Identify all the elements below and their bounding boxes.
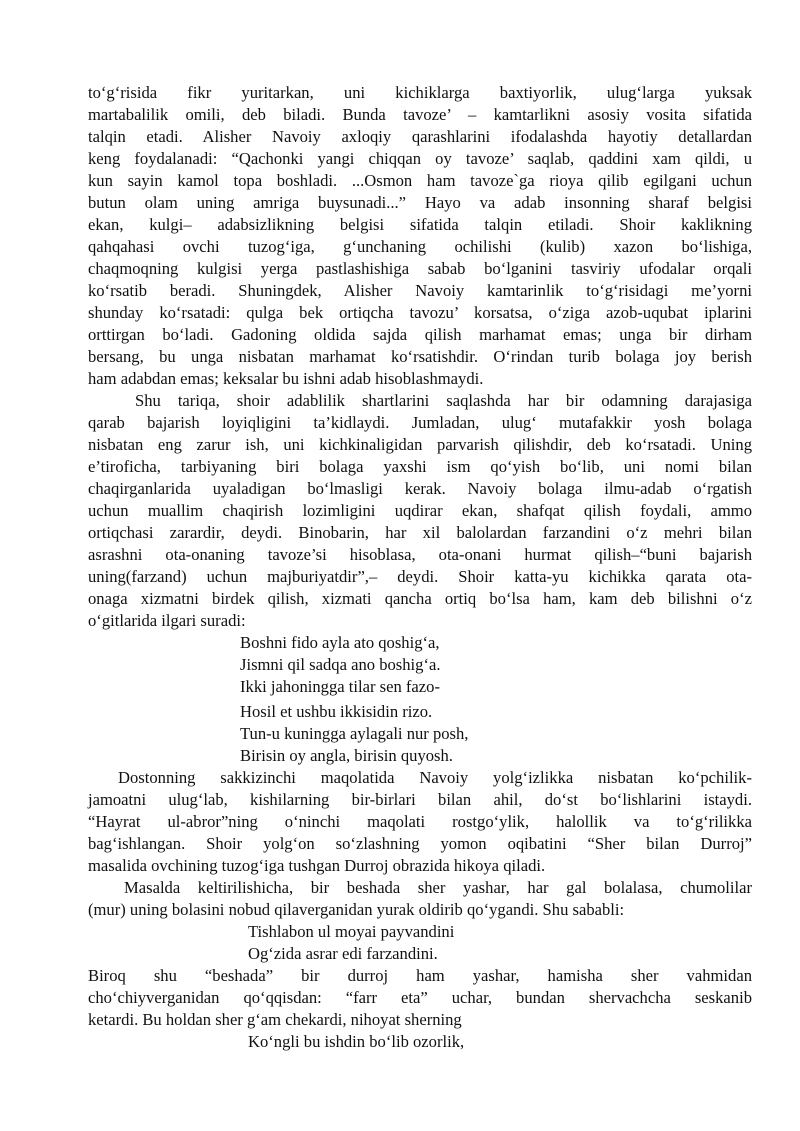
text-line: chaqirganlarida uyaladigan bo‘lmasligi kerak. Navoiy bolaga ilmu-adab o‘rgatish [88,479,752,498]
text-line: kun sayin kamol topa boshladi. ...Osmon ham tavoze`ga rioya qilib egilgani uchun [88,171,752,190]
text-line: ketardi. Bu holdan sher g‘am chekardi, nihoyat sherning [88,1010,462,1029]
verse-line: Jismni qil sadqa ano boshig‘a. [240,655,441,674]
verse-line: Ikki jahoningga tilar sen fazo- [240,677,440,696]
text-line: ham adabdan emas; keksalar bu ishni adab hisoblashmaydi. [88,369,484,388]
text-line: cho‘chiyverganidan qo‘qqisdan: “farr eta” uchar, bundan shervachcha seskanib [88,988,752,1007]
text-line: qarab bajarish loyiqligini ta’kidlaydi. Jumladan, ulug‘ mutafakkir yosh bolaga [88,413,752,432]
text-line: to‘g‘risida fikr yuritarkan, uni kichiklarga baxtiyorlik, ulug‘larga yuksak [88,83,752,102]
text-line: shunday ko‘rsatadi: qulga bek ortiqcha tavozu’ korsatsa, o‘ziga azob-uqubat iplarini [88,303,752,322]
verse-line: Tun-u kuningga aylagali nur posh, [240,724,469,743]
verse-line: Boshni fido ayla ato qoshig‘a, [240,633,440,652]
text-line: uning(farzand) uchun majburiyatdir”,– deydi. Shoir katta-yu kichikka qarata ota- [88,567,752,586]
verse-line: Hosil et ushbu ikkisidin rizo. [240,702,433,721]
text-line: (mur) uning bolasini nobud qilaverganidan yurak oldirib qo‘ygandi. Shu sababli: [88,900,625,919]
verse-line: Ko‘ngli bu ishdin bo‘lib ozorlik, [248,1032,465,1051]
text-line: Biroq shu “beshada” bir durroj ham yashar, hamisha sher vahmidan [88,966,752,985]
text-line: martabalilik omili, deb biladi. Bunda tavoze’ – kamtarlikni asosiy vosita sifatida [88,105,752,124]
text-line: Dostonning sakkizinchi maqolatida Navoiy yolg‘izlikka nisbatan ko‘pchilik- [118,768,752,787]
text-line: talqin etadi. Alisher Navoiy axloqiy qarashlarini ifodalashda hayotiy detallardan [88,127,752,146]
text-line: qahqahasi ovchi tuzog‘iga, g‘unchaning ochilishi (kulib) xazon bo‘lishiga, [88,237,752,256]
text-line: keng foydalanadi: “Qachonki yangi chiqqan oy tavoze’ saqlab, qaddini xam qildi, u [88,149,752,168]
verse-line: Og‘zida asrar edi farzandini. [248,944,438,963]
text-line: ortiqchasi zarardir, deydi. Binobarin, har xil balolardan farzandini o‘z mehri bilan [88,523,752,542]
text-line: butun olam uning amriga buysunadi...” Hayo va adab insonning sharaf belgisi [88,193,752,212]
text-line: jamoatni ulug‘lab, kishilarning bir-birlari bilan ahil, do‘st bo‘lishlarini istaydi. [88,790,752,809]
text-line: asrashni ota-onaning tavoze’si hisoblasa, ota-onani hurmat qilish–“buni bajarish [88,545,752,564]
text-line: “Hayrat ul-abror”ning o‘ninchi maqolati rostgo‘ylik, halollik va to‘g‘rilikka [88,812,752,831]
text-line: bersang, bu unga nisbatan marhamat ko‘rsatishdir. O‘rindan turib bolaga joy berish [88,347,752,366]
text-line: bag‘ishlangan. Shoir yolg‘on so‘zlashning yomon oqibatini “Sher bilan Durroj” [88,834,752,853]
text-line: masalida ovchining tuzog‘iga tushgan Durroj obrazida hikoya qiladi. [88,856,546,875]
text-line: o‘gitlarida ilgari suradi: [88,611,246,630]
text-line: orttirgan bo‘ladi. Gadoning oldida sajda qilish marhamat emas; unga bir dirham [88,325,752,344]
text-line: Shu tariqa, shoir adablilik shartlarini saqlashda har bir odamning darajasiga [135,391,752,410]
text-line: Masalda keltirilishicha, bir beshada sher yashar, har gal bolalasa, chumolilar [124,878,752,897]
text-line: nisbatan eng zarur ish, uni kichkinaligidan parvarish qilishdir, deb ko‘rsatadi. Uning [88,435,752,454]
verse-line: Tishlabon ul moyai payvandini [248,922,455,941]
text-line: ko‘rsatib beradi. Shuningdek, Alisher Navoiy kamtarinlik to‘g‘risidagi me’yorni [88,281,752,300]
text-line: ekan, kulgi– adabsizlikning belgisi sifatida talqin etiladi. Shoir kaklikning [88,215,752,234]
text-line: onaga xizmatni birdek qilish, xizmati qancha ortiq bo‘lsa ham, kam deb bilishni o‘z [88,589,752,608]
text-line: e’tiroficha, tarbiyaning biri bolaga yaxshi ism qo‘yish bo‘lib, uni nomi bilan [88,457,752,476]
text-line: uchun muallim chaqirish lozimligini uqdirar ekan, shafqat qilish foydali, ammo [88,501,752,520]
verse-line: Birisin oy angla, birisin quyosh. [240,746,453,765]
text-line: chaqmoqning kulgisi yerga pastlashishiga sabab bo‘lganini tasviriy ufodalar orqali [88,259,752,278]
